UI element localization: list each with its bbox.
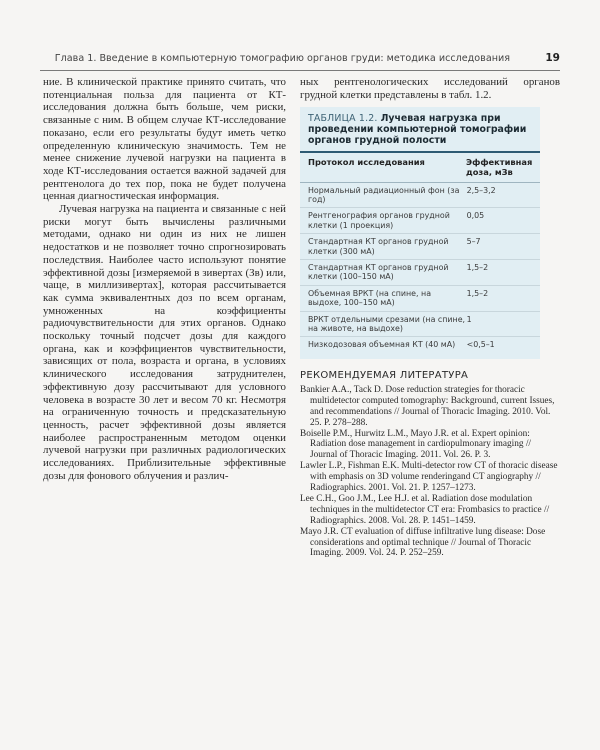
protocol-cell: Стандартная КТ органов грудной клетки (300 мА) [308,237,449,256]
column-header-protocol: Протокол исследования [308,157,425,168]
table-caption [300,107,540,151]
right-column [300,76,560,559]
table-row [300,260,540,286]
table-row [300,234,540,260]
table-row [300,337,540,352]
protocol-cell: Нормальный радиационный фон (за год) [308,185,460,204]
dose-cell: 0,05 [466,211,485,221]
table-row [300,286,540,312]
reference-list [300,385,560,560]
dose-cell: 1 [466,314,472,324]
column-header-dose: Эффективная доза, мЗв [466,157,533,177]
protocol-cell: Рентгенография органов грудной клетки (1 проекция) [308,211,450,230]
page-number: 19 [545,52,560,64]
dose-cell: 5–7 [466,237,481,247]
body-paragraph: ние. В клинической практике принято считать, что потенциальная польза для пациента от КТ-исследования должна быть больше, чем риски, связанные с ним. В общем случае КТ-исследование показано, если его результаты будут иметь четко определенную клиническую значимость. Тем не менее снижение лучевой нагрузки на пациента в ходе КТ-исследования остается важной задачей для рентгенолога до тех пор, пока не будет получена ценная диагностическая информация. [43,76,286,203]
left-column [43,76,286,483]
reference-item: Bankier A.A., Tack D. Dose reduction strategies for thoracic multidetector computed tomography: Background, current Issues, and recommendations // Journal of Thoracic Imaging. 2010. Vol. 25. P. 278–288. [300,384,555,428]
table-row [300,208,540,234]
table-header-row [300,153,540,182]
table-title: Лучевая нагрузка при проведении компьютерной томографии органов грудной полости [308,113,527,147]
dose-cell: 1,5–2 [466,288,489,298]
protocol-cell: Низкодозовая объемная КТ (40 мА) [308,340,456,350]
body-paragraph: Лучевая нагрузка на пациента и связанные с ней риски могут быть вычислены различными методами, однако ни один из них не лишен недостатков и не позволяет точно спрогнозировать последствия. Наиболее часто используют понятие эффективной дозы [измеряемой в зивертах (Зв) или, чаще, в миллизивертах], которая рассчитывается как сумма эквивалентных доз по всем органам, умноженных на коэффициенты радиочувствительности для этих органов. Однако поскольку точный подсчет дозы для каждого органа, как и коэффициентов чувствительности, зависящих от пола, возраста и органа, в условиях клинического исследования затруднителен, эффективную дозу рассчитывают для условного человека в возрасте 30 лет и весом 70 кг. Несмотря на ограниченную точность и предсказательную ценность, расчет эффективной дозы является наиболее распространенным методом оценки лучевой нагрузки при различных радиологических исследованиях. Приблизительные эффективные дозы для фонового облучения и различ- [43,203,286,482]
protocol-cell: Объемная ВРКТ (на спине, на выдохе, 100–150 мА) [308,288,432,308]
table-row [300,312,540,338]
dose-cell: 1,5–2 [466,263,489,273]
dose-cell: 2,5–3,2 [466,185,496,195]
protocol-cell: ВРКТ отдельными срезами (на спине, на животе, на выдохе) [308,314,466,334]
literature-heading: РЕКОМЕНДУЕМАЯ ЛИТЕРАТУРА [300,369,469,381]
table-row [300,183,540,209]
reference-item: Mayo J.R. CT evaluation of diffuse infiltrative lung disease: Dose considerations and optimal technique // Journal of Thoracic Imaging. 2009. Vol. 24. P. 252–259. [300,526,546,559]
body-paragraph-continuation: ных рентгенологических исследований органов грудной клетки представлены в табл. 1.2. [300,76,560,101]
reference-item: Lawler L.P., Fishman E.K. Multi-detector row CT of thoracic disease with emphasis on 3D volume renderingand CT angiography // Radiographics. 2001. Vol. 21. P. 1257–1273. [300,461,558,494]
dose-cell: <0,5–1 [466,340,495,350]
table-body [300,183,540,353]
table-number: ТАБЛИЦА 1.2. [308,113,378,125]
running-header [40,52,560,71]
dose-table [300,107,540,358]
chapter-title: Глава 1. Введение в компьютерную томографию органов груди: методика исследования [54,53,510,64]
reference-item: Lee C.H., Goo J.M., Lee H.J. et al. Radiation dose modulation techniques in the multidetector CT era: Frombasics to practice // Radiographics. 2008. Vol. 28. P. 1451–1459. [300,493,550,526]
protocol-cell: Стандартная КТ органов грудной клетки (100–150 мА) [308,263,449,282]
reference-item: Boiselle P.M., Hurwitz L.M., Mayo J.R. et al. Expert opinion: Radiation dose management in cardiopulmonary imaging // Journal of Thoracic Imaging. 2011. Vol. 26. P. 3. [300,428,532,461]
